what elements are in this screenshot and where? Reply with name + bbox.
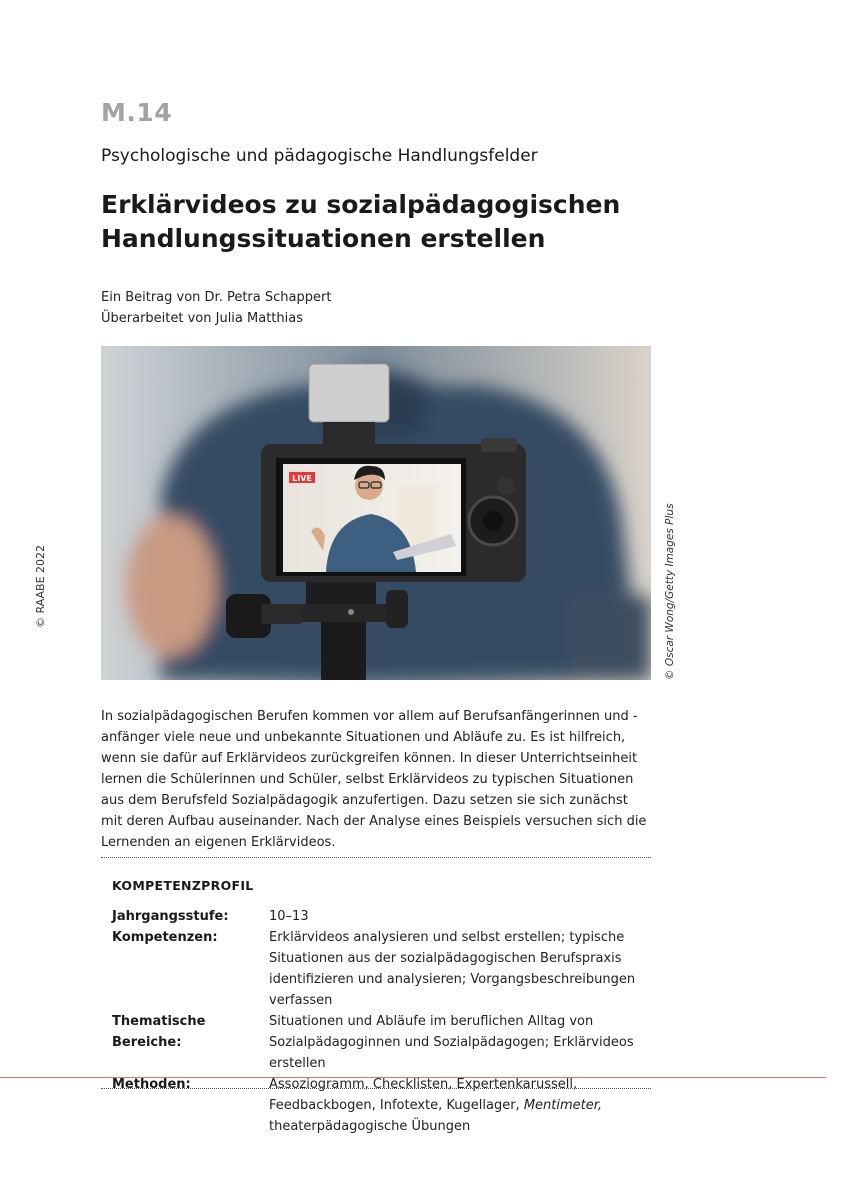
live-badge: LIVE [292, 474, 312, 483]
byline [101, 287, 331, 329]
profile-label: Kompetenzen: [112, 930, 218, 945]
author-line: Ein Beitrag von Dr. Petra Schappert [101, 290, 332, 305]
hero-photo [101, 346, 651, 680]
profile-label: Methoden: [112, 1077, 191, 1092]
photo-credit: © Oscar Wong/Getty Images Plus [664, 503, 676, 680]
profile-value: Erklärvideos analysieren und selbst erstellen; typische Situationen aus der sozialpädagogischen Berufspraxis identifizieren und analysieren; Vorgangsbeschreibungen verfassen [269, 930, 636, 1008]
profile-label: Jahrgangsstufe: [112, 909, 229, 924]
methods-italic: Mentimeter, [523, 1098, 603, 1113]
methods-text: Assoziogramm, Checklisten, Expertenkarussell, Feedbackbogen, Infotexte, Kugellager, [269, 1077, 578, 1113]
subject-area: Psychologische und pädagogische Handlungsfelder [101, 146, 538, 166]
profile-row-topics [112, 1011, 652, 1074]
divider-top [101, 857, 651, 858]
competence-profile-heading: KOMPETENZPROFIL [112, 878, 254, 893]
profile-row-grade [112, 906, 652, 927]
profile-label: Thematische Bereiche: [112, 1014, 206, 1050]
profile-row-competences [112, 927, 652, 1011]
methods-text-end: theaterpädagogische Übungen [269, 1119, 471, 1134]
profile-row-methods [112, 1074, 652, 1137]
page-title: Erklärvideos zu sozialpädagogischen Handlungssituationen erstellen [101, 190, 621, 253]
intro-text: In sozialpädagogischen Berufen kommen vor allem auf Berufsanfängerinnen und -anfänger viele neue und unbekannte Situationen und Abläufe zu. Es ist hilfreich, wenn sie dafür auf Erklärvideos zurückgreifen können. In dieser Unterrichtseinheit lernen die Schülerinnen und Schüler, selbst Erklärvideos zu typischen Situationen aus dem Berufsfeld Sozialpädagogik anzufertigen. Dazu setzen sie sich zunächst mit deren Aufbau auseinander. Nach der Analyse eines Beispiels versuchen sich die Lernenden an eigenen Erklärvideos. [101, 709, 647, 850]
profile-value: Situationen und Abläufe im beruflichen Alltag von Sozialpädagoginnen und Sozialpädagogen; Erklärvideos erstellen [269, 1014, 634, 1071]
copyright-notice: © RAABE 2022 [34, 544, 47, 628]
page-margin-line [0, 1077, 826, 1078]
intro-paragraph [101, 706, 653, 853]
editor-line: Überarbeitet von Julia Matthias [101, 311, 303, 326]
material-code: M.14 [101, 98, 173, 127]
divider-bottom [101, 1088, 651, 1089]
profile-value [269, 1074, 649, 1137]
competence-profile [112, 906, 652, 1137]
profile-value: 10–13 [269, 909, 309, 924]
